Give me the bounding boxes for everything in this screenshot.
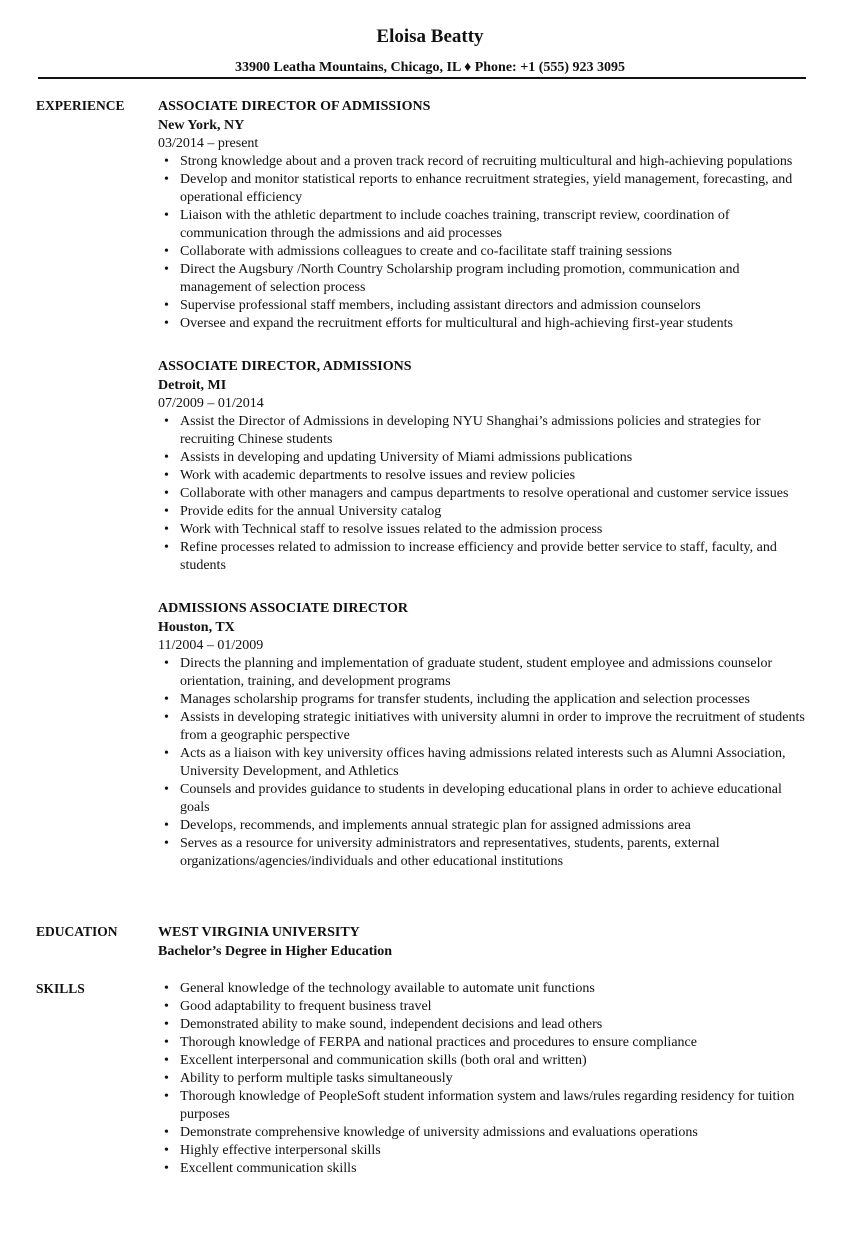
job-dates: 11/2004 – 01/2009 (158, 638, 264, 653)
bullet-item: • Collaborate with other managers and campus departments to resolve operational and customer service issues (158, 485, 812, 503)
job-list (158, 97, 826, 871)
bullet-item: • Acts as a liaison with key university offices having admissions related interests such as Alumni Association, University Development, and Athletics (158, 745, 812, 781)
job-entry (158, 97, 826, 333)
bullet-item: • Serves as a resource for university administrators and representatives, students, parents, external organizations/agencies/individuals and other educational institutions (158, 835, 812, 871)
education-section (36, 923, 826, 961)
section-label-experience: EXPERIENCE (36, 98, 125, 113)
bullet-item: • Assist the Director of Admissions in developing NYU Shanghai’s admissions policies and strategies for recruiting Chinese students (158, 413, 812, 449)
experience-section (36, 97, 826, 895)
skill-item: • Thorough knowledge of FERPA and national practices and procedures to ensure compliance (158, 1034, 812, 1052)
job-location: New York, NY (158, 118, 245, 133)
bullet-item: • Counsels and provides guidance to students in developing educational plans in order to achieve educational goals (158, 781, 812, 817)
bullet-item: • Collaborate with admissions colleagues to create and co-facilitate staff training sessions (158, 243, 812, 261)
job-location: Houston, TX (158, 620, 235, 635)
job-bullets (158, 655, 826, 871)
job-title: ASSOCIATE DIRECTOR, ADMISSIONS (158, 359, 412, 374)
skill-item: • Demonstrated ability to make sound, independent decisions and lead others (158, 1016, 812, 1034)
job-bullets (158, 413, 826, 575)
skill-item: • Thorough knowledge of PeopleSoft student information system and laws/rules regarding residency for tuition purposes (158, 1088, 812, 1124)
job-bullets (158, 153, 826, 333)
skill-item: • Demonstrate comprehensive knowledge of university admissions and evaluations operations (158, 1124, 812, 1142)
school-name: WEST VIRGINIA UNIVERSITY (158, 925, 360, 940)
skill-item: • Highly effective interpersonal skills (158, 1142, 812, 1160)
header-divider (38, 77, 806, 79)
bullet-item: • Liaison with the athletic department to include coaches training, transcript review, coordination of communication through the admissions and aid processes (158, 207, 812, 243)
bullet-item: • Strong knowledge about and a proven track record of recruiting multicultural and high-achieving populations (158, 153, 812, 171)
job-entry (158, 599, 826, 871)
bullet-item: • Develop and monitor statistical reports to enhance recruitment strategies, yield management, forecasting, and operational efficiency (158, 171, 812, 207)
skill-item: • Excellent interpersonal and communication skills (both oral and written) (158, 1052, 812, 1070)
bullet-item: • Direct the Augsbury /North Country Scholarship program including promotion, communication and management of selection process (158, 261, 812, 297)
skill-item: • Ability to perform multiple tasks simultaneously (158, 1070, 812, 1088)
bullet-item: • Work with Technical staff to resolve issues related to the admission process (158, 521, 812, 539)
skill-item: • Excellent communication skills (158, 1160, 812, 1178)
bullet-item: • Work with academic departments to resolve issues and review policies (158, 467, 812, 485)
bullet-item: • Develops, recommends, and implements annual strategic plan for assigned admissions area (158, 817, 812, 835)
bullet-item: • Supervise professional staff members, including assistant directors and admission counselors (158, 297, 812, 315)
bullet-item: • Oversee and expand the recruitment efforts for multicultural and high-achieving first-year students (158, 315, 812, 333)
section-label-skills: SKILLS (36, 981, 85, 996)
bullet-item: • Refine processes related to admission to increase efficiency and provide better service to staff, faculty, and students (158, 539, 812, 575)
bullet-item: • Provide edits for the annual University catalog (158, 503, 812, 521)
skill-item: • Good adaptability to frequent business travel (158, 998, 812, 1016)
bullet-item: • Manages scholarship programs for transfer students, including the application and selection processes (158, 691, 812, 709)
bullet-item: • Assists in developing strategic initiatives with university alumni in order to improve the recruitment of students from a geographic perspective (158, 709, 812, 745)
job-dates: 07/2009 – 01/2014 (158, 396, 264, 411)
job-title: ADMISSIONS ASSOCIATE DIRECTOR (158, 601, 408, 616)
job-entry (158, 357, 826, 575)
bullet-item: • Directs the planning and implementation of graduate student, student employee and admissions counselor orientation, training, and development programs (158, 655, 812, 691)
candidate-name: Eloisa Beatty (376, 26, 484, 47)
job-title: ASSOCIATE DIRECTOR OF ADMISSIONS (158, 99, 431, 114)
degree: Bachelor’s Degree in Higher Education (158, 944, 393, 959)
skills-list (158, 980, 826, 1178)
contact-line: 33900 Leatha Mountains, Chicago, IL ♦ Phone: +1 (555) 923 3095 (234, 60, 626, 75)
skill-item: • General knowledge of the technology available to automate unit functions (158, 980, 812, 998)
job-dates: 03/2014 – present (158, 136, 259, 151)
bullet-item: • Assists in developing and updating University of Miami admissions publications (158, 449, 812, 467)
skills-section (36, 980, 826, 1178)
section-label-education: EDUCATION (36, 924, 118, 939)
job-location: Detroit, MI (158, 378, 227, 393)
